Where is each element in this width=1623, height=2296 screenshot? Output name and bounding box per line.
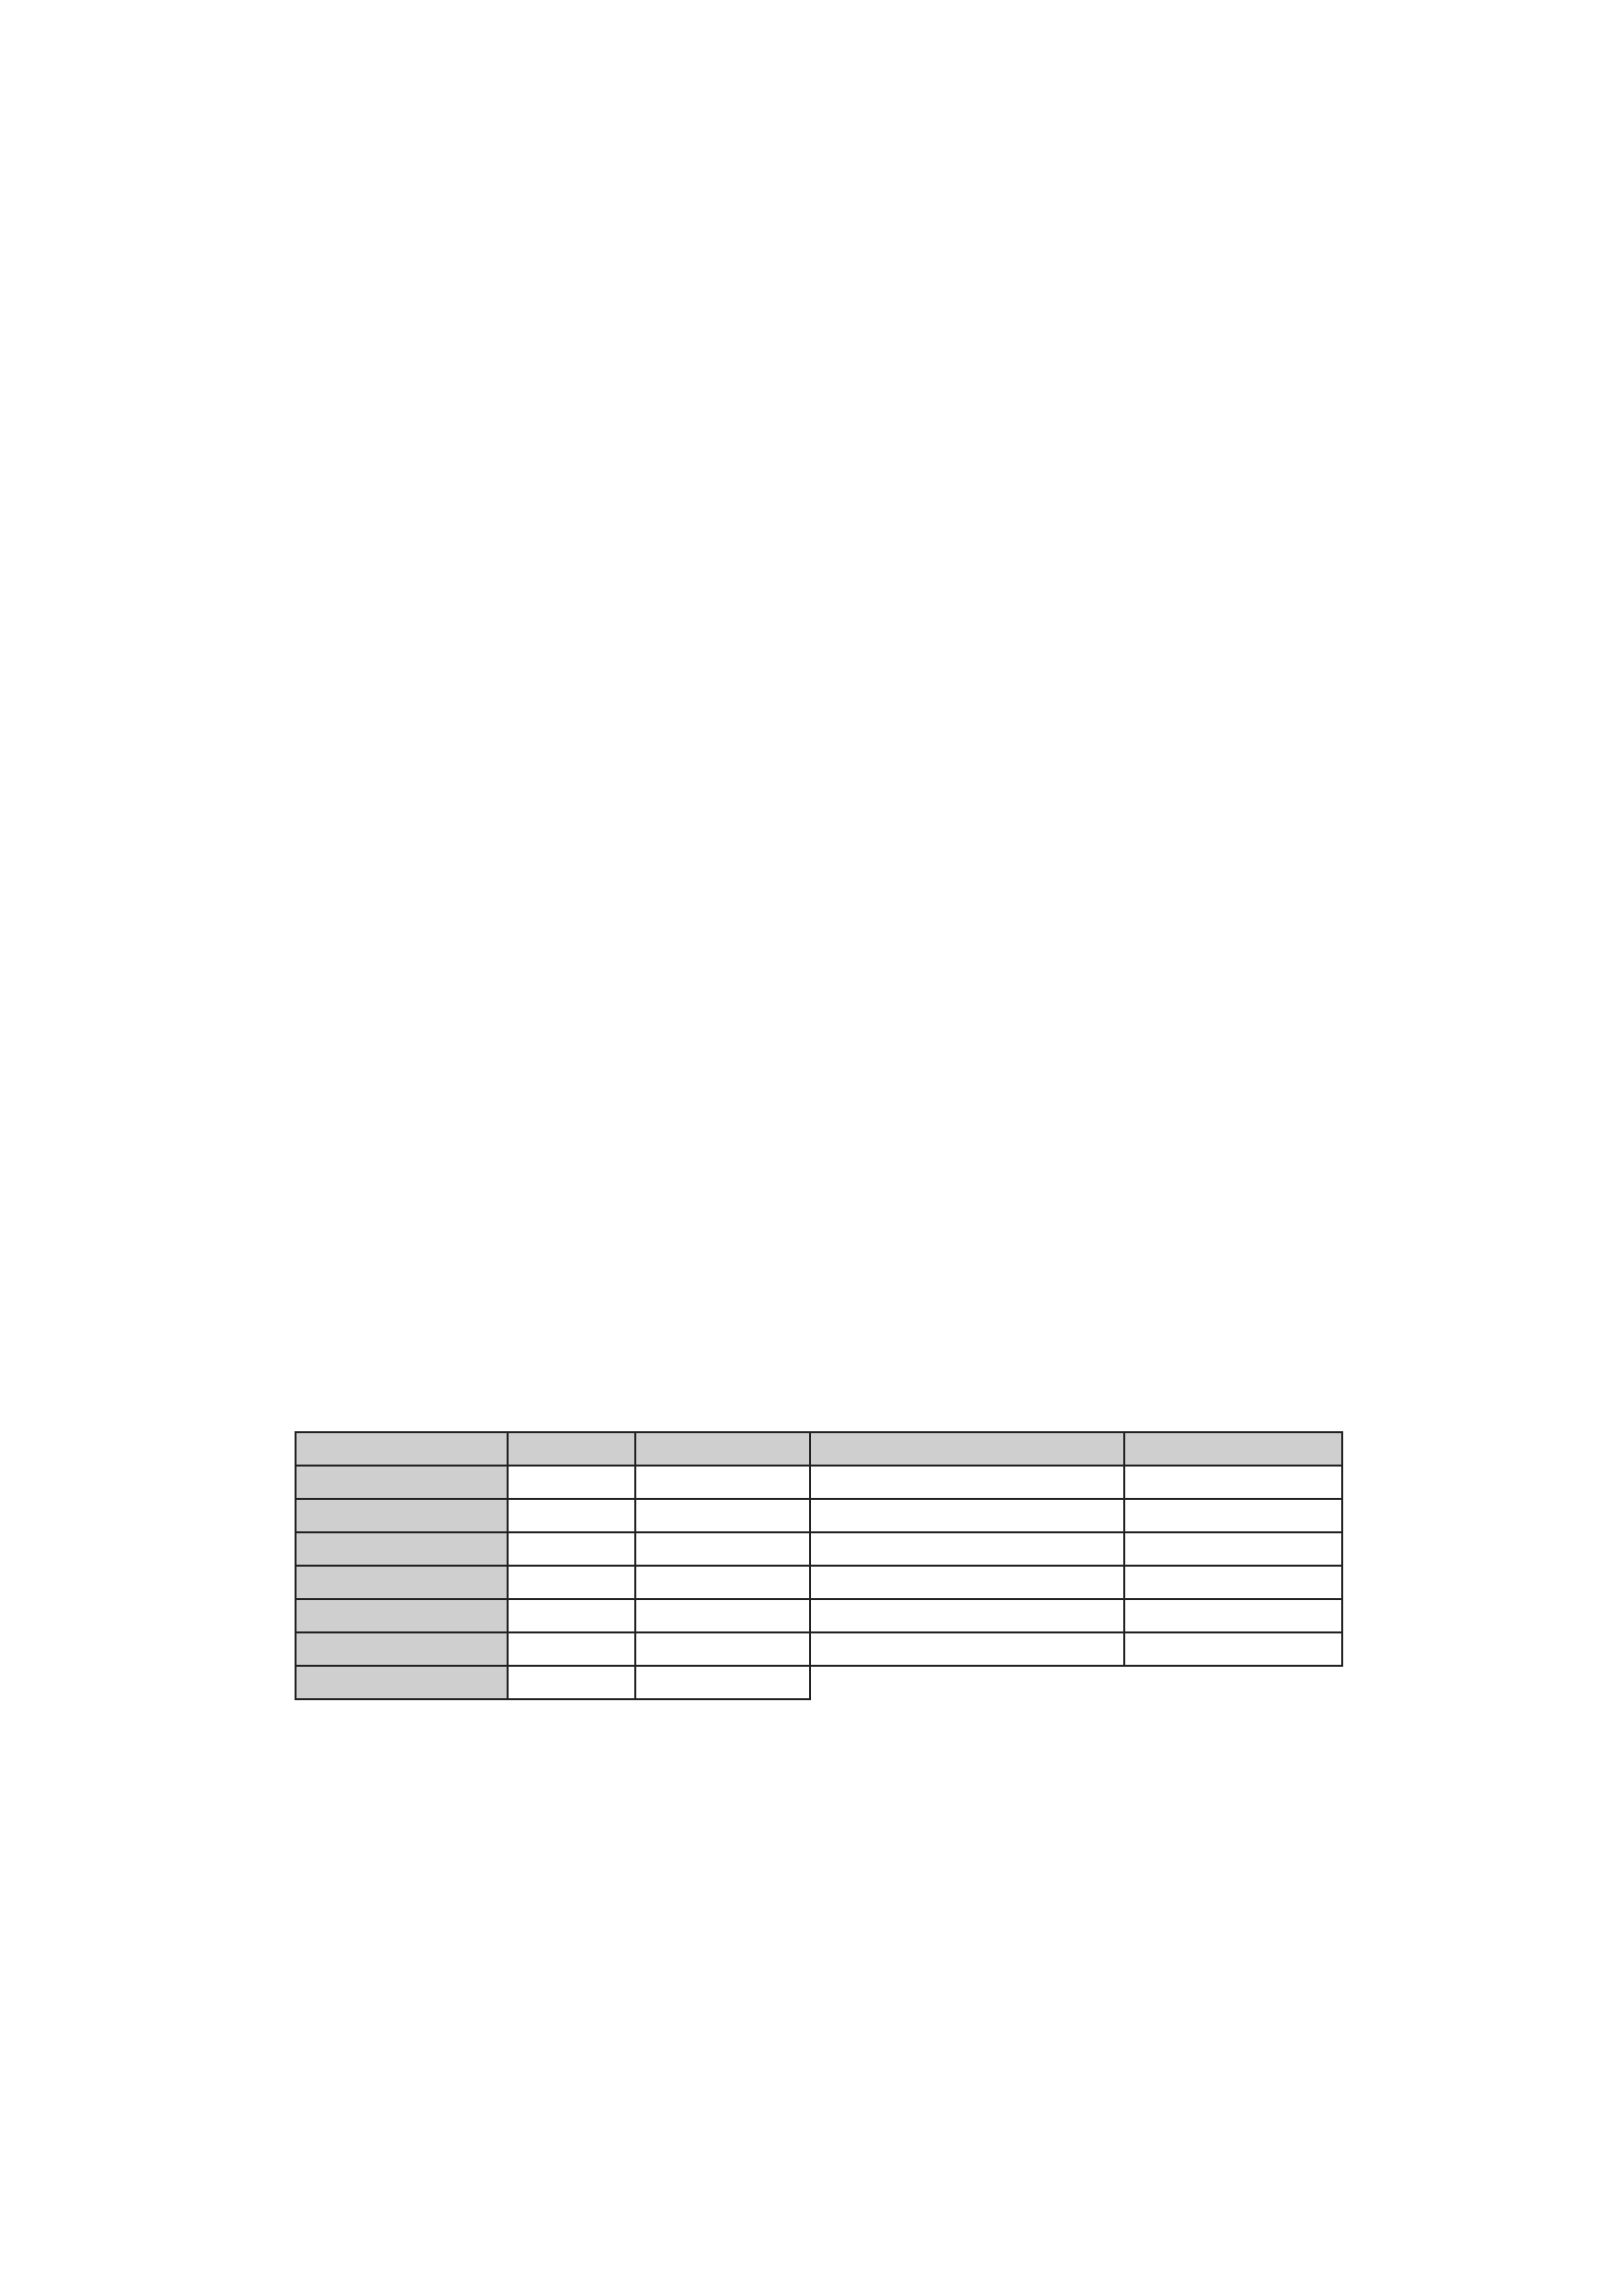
cell-airline bbox=[296, 1566, 508, 1599]
cell-flights bbox=[508, 1599, 635, 1632]
header-variation bbox=[810, 1432, 1124, 1466]
cell-flights bbox=[508, 1566, 635, 1599]
header-occupancy bbox=[1124, 1432, 1342, 1466]
cell-total-vertical bbox=[635, 1666, 810, 1699]
lcc-flights-table bbox=[295, 1431, 1343, 1700]
cell-occupancy bbox=[1124, 1566, 1342, 1599]
cell-variation bbox=[810, 1499, 1124, 1532]
table-row bbox=[296, 1499, 1342, 1532]
table-header-row bbox=[296, 1432, 1342, 1466]
cell-flights bbox=[508, 1499, 635, 1532]
cell-variation bbox=[810, 1632, 1124, 1666]
cell-vertical bbox=[635, 1632, 810, 1666]
cell-occupancy bbox=[1124, 1599, 1342, 1632]
cell-occupancy bbox=[1124, 1632, 1342, 1666]
cell-variation bbox=[810, 1599, 1124, 1632]
table-row bbox=[296, 1599, 1342, 1632]
cell-occupancy bbox=[1124, 1466, 1342, 1499]
cell-empty bbox=[1124, 1666, 1342, 1699]
header-flights bbox=[508, 1432, 635, 1466]
cell-airline bbox=[296, 1532, 508, 1566]
table-row bbox=[296, 1532, 1342, 1566]
cell-occupancy bbox=[1124, 1532, 1342, 1566]
cell-vertical bbox=[635, 1599, 810, 1632]
cell-vertical bbox=[635, 1466, 810, 1499]
header-airline bbox=[296, 1432, 508, 1466]
cell-flights bbox=[508, 1632, 635, 1666]
cell-total-label bbox=[296, 1666, 508, 1699]
cell-total-flights bbox=[508, 1666, 635, 1699]
cell-empty bbox=[810, 1666, 1124, 1699]
cell-flights bbox=[508, 1532, 635, 1566]
cell-vertical bbox=[635, 1499, 810, 1532]
table-row bbox=[296, 1566, 1342, 1599]
header-vertical bbox=[635, 1432, 810, 1466]
cell-variation bbox=[810, 1532, 1124, 1566]
cell-occupancy bbox=[1124, 1499, 1342, 1532]
cell-vertical bbox=[635, 1566, 810, 1599]
cell-vertical bbox=[635, 1532, 810, 1566]
cell-flights bbox=[508, 1466, 635, 1499]
cell-airline bbox=[296, 1499, 508, 1532]
cell-airline bbox=[296, 1466, 508, 1499]
cell-variation bbox=[810, 1466, 1124, 1499]
table-row bbox=[296, 1466, 1342, 1499]
table-total-row bbox=[296, 1666, 1342, 1699]
table-row bbox=[296, 1632, 1342, 1666]
cell-airline bbox=[296, 1632, 508, 1666]
cell-variation bbox=[810, 1566, 1124, 1599]
cell-airline bbox=[296, 1599, 508, 1632]
